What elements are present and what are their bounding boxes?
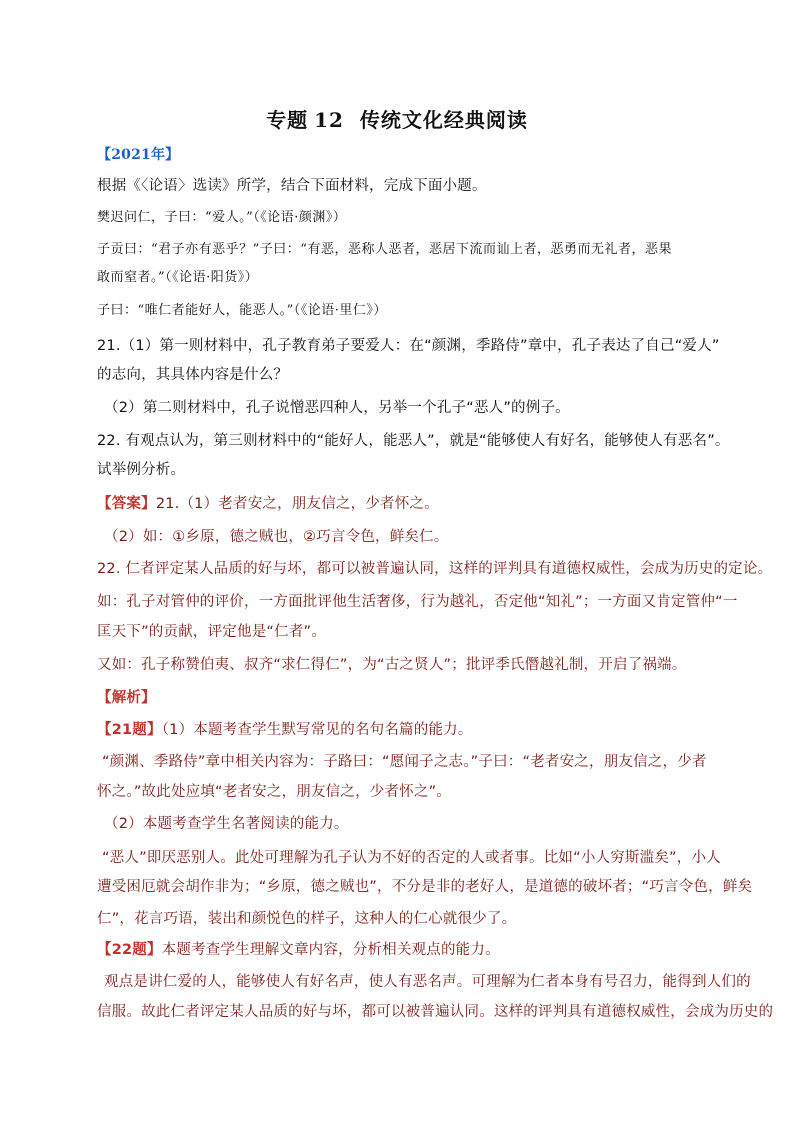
- material-line: 子贡曰：“君子亦有恶乎？”子曰：“有恶，恶称人恶者，恶居下流而讪上者，恶勇而无礼者，恶果: [97, 242, 672, 257]
- question-line: 试举例分析。: [97, 462, 186, 478]
- analysis-line: 信服。故此仁者评定某人品质的好与坏，都可以被普遍认同。这样的评判具有道德权威性，会成为历史的: [97, 1004, 774, 1020]
- answer-line: [97, 494, 737, 514]
- answer-line: 又如：孔子称赞伯夷、叔齐“求仁得仁”，为“古之贤人”；批评季氏僭越礼制，开启了祸端。: [97, 657, 687, 673]
- question-line: 21.（1）第一则材料中，孔子教育弟子要爱人：在“颜渊，季路侍”章中，孔子表达了自己“爱人”: [97, 338, 720, 354]
- answer-line: 22. 仁者评定某人品质的好与坏，都可以被普遍认同，这样的评判具有道德权威性，会成为历史的定论。: [97, 561, 773, 577]
- analysis-line: “颜渊、季路侍”章中相关内容为：子路曰：“愿闻子之志。”子曰：“老者安之，朋友信之，少者: [102, 754, 707, 770]
- answer-text: 21.（1）老者安之，朋友信之，少者怀之。: [155, 496, 439, 512]
- title-prefix: 专题: [266, 108, 309, 132]
- title-number: 12: [314, 108, 344, 132]
- question-line: （2）第二则材料中，孔子说憎恶四种人，另举一个孔子“恶人”的例子。: [104, 400, 570, 416]
- analysis-text: （1）本题考查学生默写常见的名句名篇的能力。: [161, 722, 473, 738]
- title-main: 传统文化经典阅读: [359, 108, 528, 132]
- analysis-line: 怀之。”故此处应填“老者安之，朋友信之，少者怀之”。: [97, 784, 451, 800]
- page-title: [0, 104, 794, 133]
- analysis-line: 仁”，花言巧语，装出和颜悦色的样子，这种人的仁心就很少了。: [97, 911, 517, 927]
- material-line: 樊迟问仁，子曰：“爱人。”（《论语·颜渊》）: [97, 210, 347, 225]
- answer-line: 匡天下”的贡献，评定他是“仁者”。: [97, 624, 326, 640]
- analysis-line: [97, 720, 737, 740]
- year-tag: 【2021年】: [97, 147, 180, 163]
- intro-line: 根据《〈论语〉选读》所学，结合下面材料，完成下面小题。: [97, 178, 487, 194]
- analysis-line: [97, 940, 737, 960]
- answer-tag: 【答案】: [97, 496, 156, 512]
- question-line: 22. 有观点认为，第三则材料中的“能好人，能恶人”，就是“能够使人有好名，能够使人有恶名”。: [97, 433, 730, 449]
- analysis-line: 观点是讲仁爱的人，能够使人有好名声，使人有恶名声。可理解为仁者本身有号召力，能得到人们的: [104, 974, 751, 990]
- question-line: 的志向，其具体内容是什么？: [97, 367, 289, 383]
- analysis-line: （2）本题考查学生名著阅读的能力。: [104, 816, 349, 832]
- analysis-tag: 【解析】: [97, 690, 156, 706]
- analysis-text: 本题考查学生理解文章内容，分析相关观点的能力。: [161, 942, 500, 958]
- analysis-line: “恶人”即厌恶别人。此处可理解为孔子认为不好的否定的人或者事。比如“小人穷斯滥矣”，小人: [102, 850, 721, 866]
- answer-line: （2）如：①乡原，德之贼也，②巧言令色，鲜矣仁。: [104, 529, 449, 545]
- analysis-line: 遭受困厄就会胡作非为；“乡原，德之贼也”，不分是非的老好人，是道德的破坏者；“巧言令色，鲜矣: [97, 879, 753, 895]
- q22-tag: 【22题】: [97, 942, 162, 958]
- material-line: 敢而窒者。”（《论语·阳货》）: [97, 270, 259, 285]
- answer-line: 如：孔子对管仲的评价，一方面批评他生活奢侈，行为越礼，否定他“知礼”；一方面又肯定管仲“一: [97, 594, 738, 610]
- material-line: 子曰：“唯仁者能好人，能恶人。”（《论语·里仁》）: [97, 303, 387, 318]
- q21-tag: 【21题】: [97, 722, 162, 738]
